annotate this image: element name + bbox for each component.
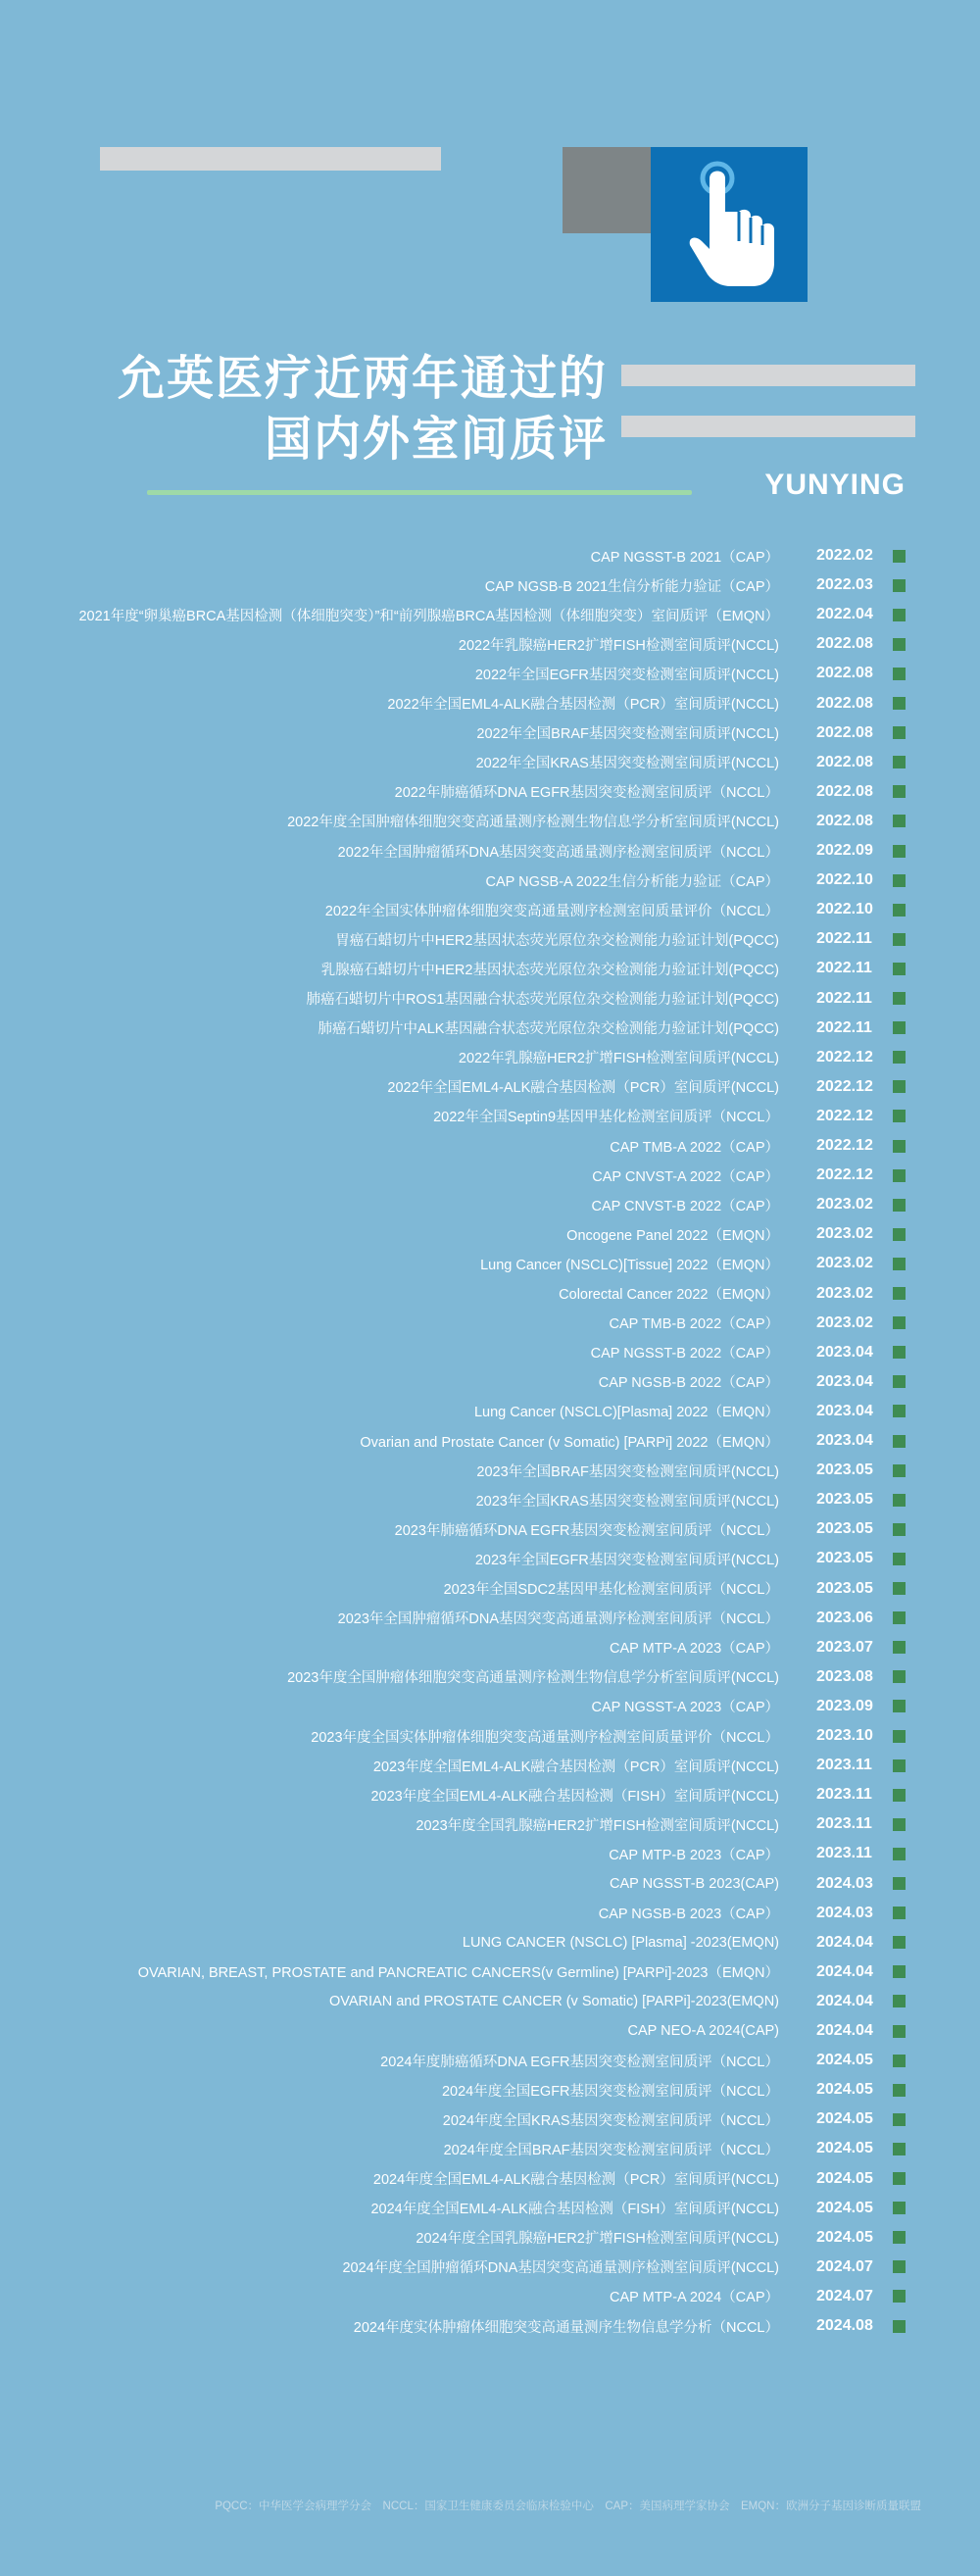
- record-date: 2023.11: [816, 1786, 872, 1804]
- bullet-square: [893, 2260, 906, 2273]
- decor-rule-1: [621, 365, 915, 386]
- list-item: [321, 957, 906, 980]
- record-name: CAP CNVST-A 2022（CAP）: [592, 1168, 779, 1185]
- list-item: [476, 1488, 906, 1511]
- list-item: [463, 1931, 906, 1955]
- bullet-square: [893, 550, 906, 563]
- list-item: [387, 692, 906, 716]
- record-date: 2022.08: [816, 723, 873, 741]
- bullet-square: [893, 1169, 906, 1182]
- bullet-square: [893, 1995, 906, 2007]
- bullet-square: [893, 904, 906, 916]
- bullet-square: [893, 992, 906, 1005]
- bullet-square: [893, 1553, 906, 1565]
- record-date: 2022.08: [816, 782, 873, 800]
- record-date: 2022.09: [816, 842, 873, 859]
- bullet-square: [893, 756, 906, 768]
- list-item: [442, 2078, 906, 2102]
- list-item: [373, 1754, 906, 1777]
- record-name: CAP MTP-A 2024（CAP）: [610, 2290, 779, 2306]
- bullet-square: [893, 1907, 906, 1919]
- list-item: [609, 1842, 906, 1865]
- bullet-square: [893, 1199, 906, 1212]
- record-date: 2022.04: [816, 606, 873, 623]
- record-date: 2023.05: [816, 1579, 873, 1597]
- decor-green-line: [147, 490, 692, 495]
- record-date: 2022.08: [816, 812, 873, 829]
- list-item: [559, 1282, 906, 1306]
- record-name: 2022年乳腺癌HER2扩增FISH检测室间质评(NCCL): [458, 1051, 779, 1067]
- record-date: 2022.10: [816, 871, 873, 889]
- record-date: 2023.11: [816, 1757, 872, 1774]
- record-name: LUNG CANCER (NSCLC) [Plasma] -2023(EMQN): [462, 1934, 779, 1951]
- list-item: [610, 2285, 906, 2308]
- list-item: [338, 839, 906, 863]
- record-date: 2023.04: [816, 1372, 873, 1390]
- title-line-2: 国内外室间质评: [264, 414, 608, 466]
- record-date: 2023.05: [816, 1550, 873, 1567]
- list-item: [433, 1105, 906, 1128]
- list-item: [443, 2107, 906, 2131]
- brand-label: YUNYING: [764, 469, 906, 501]
- list-item: [354, 2314, 906, 2338]
- bullet-square: [893, 668, 906, 680]
- record-name: 肺癌石蜡切片中ALK基因融合状态荧光原位杂交检测能力验证计划(PQCC): [318, 1021, 779, 1038]
- record-name: 2024年度肺癌循环DNA EGFR基因突变检测室间质评（NCCL）: [380, 2054, 779, 2070]
- bullet-square: [893, 2320, 906, 2333]
- list-item: [444, 1577, 906, 1601]
- record-date: 2023.04: [816, 1343, 873, 1361]
- record-name: 2024年度全国BRAF基因突变检测室间质评（NCCL）: [443, 2142, 779, 2158]
- record-name: 2023年肺癌循环DNA EGFR基因突变检测室间质评（NCCL）: [394, 1522, 779, 1539]
- bullet-square: [893, 1848, 906, 1860]
- record-name: CAP NGSB-B 2022（CAP）: [598, 1375, 779, 1392]
- record-name: 2022年全国肿瘤循环DNA基因突变高通量测序检测室间质评（NCCL）: [337, 844, 779, 861]
- record-date: 2024.05: [816, 2199, 873, 2216]
- record-date: 2023.11: [816, 1845, 872, 1862]
- record-date: 2024.08: [816, 2317, 873, 2334]
- bullet-square: [893, 1346, 906, 1359]
- bullet-square: [893, 1316, 906, 1329]
- bullet-square: [893, 1080, 906, 1093]
- list-item: [474, 1400, 906, 1423]
- bullet-square: [893, 1140, 906, 1153]
- record-date: 2022.02: [816, 547, 873, 564]
- record-date: 2022.12: [816, 1166, 873, 1184]
- record-name: 2023年度全国乳腺癌HER2扩增FISH检测室间质评(NCCL): [416, 1817, 779, 1834]
- record-date: 2023.06: [816, 1609, 873, 1626]
- record-name: 2023年全国BRAF基因突变检测室间质评(NCCL): [476, 1463, 779, 1480]
- record-name: 2023年度全国EML4-ALK融合基因检测（FISH）室间质评(NCCL): [370, 1788, 779, 1805]
- record-date: 2023.02: [816, 1196, 873, 1214]
- record-name: 2022年度全国肿瘤体细胞突变高通量测序检测生物信息学分析室间质评(NCCL): [287, 815, 779, 831]
- record-date: 2022.08: [816, 665, 873, 682]
- record-name: 2023年全国肿瘤循环DNA基因突变高通量测序检测室间质评（NCCL）: [337, 1611, 779, 1628]
- decor-gray-block: [563, 147, 653, 233]
- record-name: Lung Cancer (NSCLC)[Plasma] 2022（EMQN）: [473, 1405, 779, 1421]
- bullet-square: [893, 933, 906, 946]
- record-name: CAP NEO-A 2024(CAP): [627, 2023, 779, 2039]
- record-name: 肺癌石蜡切片中ROS1基因融合状态荧光原位杂交检测能力验证计划(PQCC): [306, 992, 779, 1008]
- list-item: [287, 1665, 906, 1689]
- list-item: [287, 810, 906, 833]
- record-name: 2023年全国EGFR基因突变检测室间质评(NCCL): [474, 1552, 779, 1568]
- record-date: 2023.10: [816, 1727, 873, 1744]
- bullet-square: [893, 845, 906, 858]
- record-date: 2023.05: [816, 1520, 873, 1538]
- record-date: 2022.12: [816, 1107, 873, 1124]
- record-date: 2024.04: [816, 2022, 873, 2039]
- list-item: [610, 1134, 906, 1158]
- list-item: [486, 868, 906, 892]
- record-date: 2024.07: [816, 2287, 873, 2304]
- bullet-square: [893, 638, 906, 651]
- bullet-square: [893, 815, 906, 827]
- record-date: 2024.05: [816, 2081, 873, 2099]
- record-name: CAP MTP-A 2023（CAP）: [610, 1641, 779, 1658]
- bullet-square: [893, 1582, 906, 1595]
- record-name: CAP NGSST-B 2021（CAP）: [590, 549, 779, 566]
- record-date: 2023.02: [816, 1313, 873, 1331]
- record-date: 2023.02: [816, 1284, 873, 1302]
- bullet-square: [893, 1877, 906, 1890]
- record-date: 2024.04: [816, 1933, 873, 1951]
- record-name: Ovarian and Prostate Cancer (v Somatic) [PARPi] 2022（EMQN）: [360, 1434, 779, 1451]
- bullet-square: [893, 874, 906, 887]
- bullet-square: [893, 2143, 906, 2155]
- record-date: 2022.12: [816, 1048, 873, 1065]
- record-name: 2021年度“卵巢癌BRCA基因检测（体细胞突变）”和“前列腺癌BRCA基因检测（体细胞突变）室间质评（EMQN）: [78, 608, 779, 624]
- list-item: [338, 1607, 906, 1630]
- bullet-square: [893, 1435, 906, 1448]
- list-item: [628, 2019, 906, 2043]
- list-item: [459, 632, 906, 656]
- bullet-square: [893, 2202, 906, 2214]
- bullet-square: [893, 1375, 906, 1388]
- record-name: 2023年度全国EML4-ALK融合基因检测（PCR）室间质评(NCCL): [372, 1759, 779, 1775]
- list-item: [387, 1075, 906, 1099]
- list-item: [475, 662, 906, 685]
- list-item: [591, 1193, 906, 1216]
- record-date: 2023.02: [816, 1225, 873, 1243]
- record-name: 2022年全国EML4-ALK融合基因检测（PCR）室间质评(NCCL): [387, 1080, 779, 1097]
- list-item: [599, 1902, 906, 1925]
- record-name: CAP NGSB-B 2023（CAP）: [598, 1907, 779, 1923]
- list-item: [480, 1252, 906, 1275]
- bullet-square: [893, 726, 906, 739]
- list-item: [610, 1872, 906, 1896]
- record-name: CAP MTP-B 2023（CAP）: [609, 1847, 779, 1863]
- list-item: [318, 1016, 906, 1040]
- list-item: [444, 2137, 906, 2160]
- record-name: 2024年度全国EML4-ALK融合基因检测（FISH）室间质评(NCCL): [370, 2202, 779, 2218]
- record-name: CAP NGSST-B 2022（CAP）: [590, 1346, 779, 1362]
- list-item: [342, 2255, 906, 2279]
- bullet-square: [893, 2084, 906, 2097]
- record-name: 2022年全国EML4-ALK融合基因检测（PCR）室间质评(NCCL): [387, 697, 779, 713]
- list-item: [370, 2197, 906, 2220]
- decor-rule-2: [621, 416, 915, 437]
- record-name: CAP CNVST-B 2022（CAP）: [591, 1198, 779, 1214]
- record-name: CAP NGSB-A 2022生信分析能力验证（CAP）: [485, 873, 779, 890]
- record-date: 2023.05: [816, 1461, 873, 1479]
- list-item: [78, 603, 906, 626]
- record-date: 2023.02: [816, 1255, 873, 1272]
- list-item: [610, 1636, 906, 1660]
- record-date: 2024.07: [816, 2257, 873, 2275]
- record-date: 2024.05: [816, 2228, 873, 2246]
- bullet-square: [893, 1611, 906, 1624]
- record-date: 2022.10: [816, 901, 873, 918]
- record-date: 2024.03: [816, 1874, 873, 1892]
- list-item: [329, 1990, 906, 2013]
- pointing-hand-icon: [651, 147, 808, 302]
- record-name: 2023年全国KRAS基因突变检测室间质评(NCCL): [475, 1493, 779, 1510]
- list-item: [325, 898, 906, 921]
- record-date: 2024.05: [816, 2169, 873, 2187]
- record-name: 2023年度全国实体肿瘤体细胞突变高通量测序检测室间质量评价（NCCL）: [311, 1729, 779, 1746]
- footer-note: PQCC：中华医学会病理学分会 NCCL：国家卫生健康委员会临床检验中心 CAP：美国病理学家协会 EMQN：欧洲分子基因诊断质量联盟: [215, 2501, 921, 2512]
- record-name: Lung Cancer (NSCLC)[Tissue] 2022（EMQN）: [480, 1257, 779, 1273]
- record-name: 乳腺癌石蜡切片中HER2基因状态荧光原位杂交检测能力验证计划(PQCC): [320, 962, 779, 978]
- decor-bar: [100, 147, 441, 171]
- record-date: 2023.05: [816, 1491, 873, 1509]
- bullet-square: [893, 2290, 906, 2303]
- list-item: [360, 1429, 906, 1453]
- record-name: 2024年度全国肿瘤循环DNA基因突变高通量测序检测室间质评(NCCL): [342, 2260, 779, 2277]
- list-item: [373, 2167, 906, 2191]
- record-name: Colorectal Cancer 2022（EMQN）: [559, 1287, 779, 1303]
- page-title: [59, 349, 608, 471]
- record-name: OVARIAN and PROSTATE CANCER (v Somatic) [PARPi]-2023(EMQN): [329, 1993, 779, 2009]
- list-item: [566, 1222, 906, 1246]
- bullet-square: [893, 2172, 906, 2185]
- bullet-square: [893, 579, 906, 592]
- list-item: [476, 751, 906, 774]
- record-name: CAP TMB-A 2022（CAP）: [610, 1139, 779, 1156]
- list-item: [416, 2226, 906, 2250]
- record-date: 2023.08: [816, 1667, 873, 1685]
- record-name: 2022年全国KRAS基因突变检测室间质评(NCCL): [475, 756, 779, 772]
- list-item: [306, 987, 906, 1011]
- record-name: 2023年全国SDC2基因甲基化检测室间质评（NCCL）: [443, 1582, 779, 1598]
- list-item: [395, 780, 906, 804]
- bullet-square: [893, 2055, 906, 2067]
- list-item: [592, 1164, 906, 1187]
- record-name: Oncogene Panel 2022（EMQN）: [566, 1227, 779, 1244]
- bullet-square: [893, 1110, 906, 1122]
- bullet-square: [893, 1700, 906, 1712]
- bullet-square: [893, 1818, 906, 1831]
- list-item: [311, 1724, 906, 1748]
- list-item: [138, 1960, 906, 1984]
- bullet-square: [893, 1228, 906, 1241]
- list-item: [476, 721, 906, 745]
- record-name: 2022年全国实体肿瘤体细胞突变高通量测序检测室间质量评价（NCCL）: [324, 903, 779, 919]
- record-date: 2023.04: [816, 1402, 873, 1419]
- record-name: 2024年度全国KRAS基因突变检测室间质评（NCCL）: [442, 2112, 779, 2129]
- list-item: [416, 1812, 906, 1836]
- record-date: 2024.05: [816, 2110, 873, 2128]
- bullet-square: [893, 2231, 906, 2244]
- record-date: 2023.11: [816, 1815, 872, 1833]
- record-name: 胃癌石蜡切片中HER2基因状态荧光原位杂交检测能力验证计划(PQCC): [335, 932, 779, 949]
- bullet-square: [893, 1789, 906, 1802]
- record-date: 2022.11: [816, 1018, 872, 1036]
- bullet-square: [893, 1641, 906, 1654]
- bullet-square: [893, 1670, 906, 1683]
- list-item: [591, 1695, 906, 1718]
- record-name: 2022年全国Septin9基因甲基化检测室间质评（NCCL）: [433, 1110, 779, 1126]
- bullet-square: [893, 2025, 906, 2038]
- bullet-square: [893, 1405, 906, 1417]
- record-date: 2022.11: [816, 989, 872, 1007]
- bullet-square: [893, 1759, 906, 1772]
- list-item: [370, 1783, 906, 1807]
- record-name: 2024年度全国EGFR基因突变检测室间质评（NCCL）: [441, 2083, 779, 2100]
- record-name: 2024年度全国乳腺癌HER2扩增FISH检测室间质评(NCCL): [416, 2231, 779, 2248]
- bullet-square: [893, 609, 906, 621]
- record-name: CAP NGSST-A 2023（CAP）: [591, 1700, 779, 1716]
- list-item: [591, 544, 906, 568]
- list-item: [485, 573, 906, 597]
- list-item: [475, 1547, 906, 1570]
- record-date: 2024.04: [816, 1992, 873, 2009]
- record-date: 2022.08: [816, 753, 873, 770]
- bullet-square: [893, 1730, 906, 1743]
- list-item: [380, 2049, 906, 2072]
- bullet-square: [893, 1523, 906, 1536]
- bullet-square: [893, 785, 906, 798]
- record-date: 2024.05: [816, 2052, 873, 2069]
- record-date: 2024.04: [816, 1962, 873, 1980]
- record-name: 2022年全国BRAF基因突变检测室间质评(NCCL): [476, 726, 779, 743]
- list-item: [609, 1312, 906, 1335]
- record-name: CAP TMB-B 2022（CAP）: [609, 1316, 779, 1333]
- list-item: [599, 1370, 906, 1394]
- bullet-square: [893, 2113, 906, 2126]
- bullet-square: [893, 1965, 906, 1978]
- bullet-square: [893, 1464, 906, 1477]
- record-date: 2022.08: [816, 694, 873, 712]
- list-item: [459, 1046, 906, 1069]
- record-name: 2022年乳腺癌HER2扩增FISH检测室间质评(NCCL): [458, 637, 779, 654]
- record-name: 2023年度全国肿瘤体细胞突变高通量测序检测生物信息学分析室间质评(NCCL): [287, 1670, 779, 1687]
- record-date: 2022.03: [816, 576, 873, 594]
- record-date: 2022.08: [816, 635, 873, 653]
- record-name: 2022年肺癌循环DNA EGFR基因突变检测室间质评（NCCL）: [394, 785, 779, 802]
- record-date: 2022.11: [816, 930, 872, 948]
- list-item: [591, 1341, 906, 1364]
- bullet-square: [893, 1494, 906, 1507]
- record-date: 2022.12: [816, 1077, 873, 1095]
- record-date: 2022.12: [816, 1137, 873, 1154]
- record-date: 2024.05: [816, 2140, 873, 2157]
- bullet-square: [893, 697, 906, 710]
- list-item: [476, 1459, 906, 1482]
- record-date: 2023.07: [816, 1638, 873, 1656]
- bullet-square: [893, 1021, 906, 1034]
- record-date: 2023.04: [816, 1432, 873, 1449]
- record-name: 2024年度全国EML4-ALK融合基因检测（PCR）室间质评(NCCL): [372, 2172, 779, 2188]
- record-date: 2024.03: [816, 1904, 873, 1921]
- record-date: 2023.09: [816, 1697, 873, 1714]
- bullet-square: [893, 1936, 906, 1949]
- record-name: CAP NGSST-B 2023(CAP): [610, 1875, 779, 1892]
- record-name: OVARIAN, BREAST, PROSTATE and PANCREATIC CANCERS(v Germline) [PARPi]-2023（EMQN）: [137, 1965, 779, 1982]
- bullet-square: [893, 963, 906, 975]
- record-name: CAP NGSB-B 2021生信分析能力验证（CAP）: [484, 578, 779, 595]
- bullet-square: [893, 1051, 906, 1064]
- bullet-square: [893, 1258, 906, 1270]
- title-line-1: 允英医疗近两年通过的: [117, 353, 608, 405]
- list-item: [335, 927, 906, 951]
- record-name: 2024年度实体肿瘤体细胞突变高通量测序生物信息学分析（NCCL）: [353, 2319, 779, 2336]
- list-item: [395, 1517, 906, 1541]
- record-name: 2022年全国EGFR基因突变检测室间质评(NCCL): [474, 667, 779, 683]
- record-date: 2022.11: [816, 960, 872, 977]
- bullet-square: [893, 1287, 906, 1300]
